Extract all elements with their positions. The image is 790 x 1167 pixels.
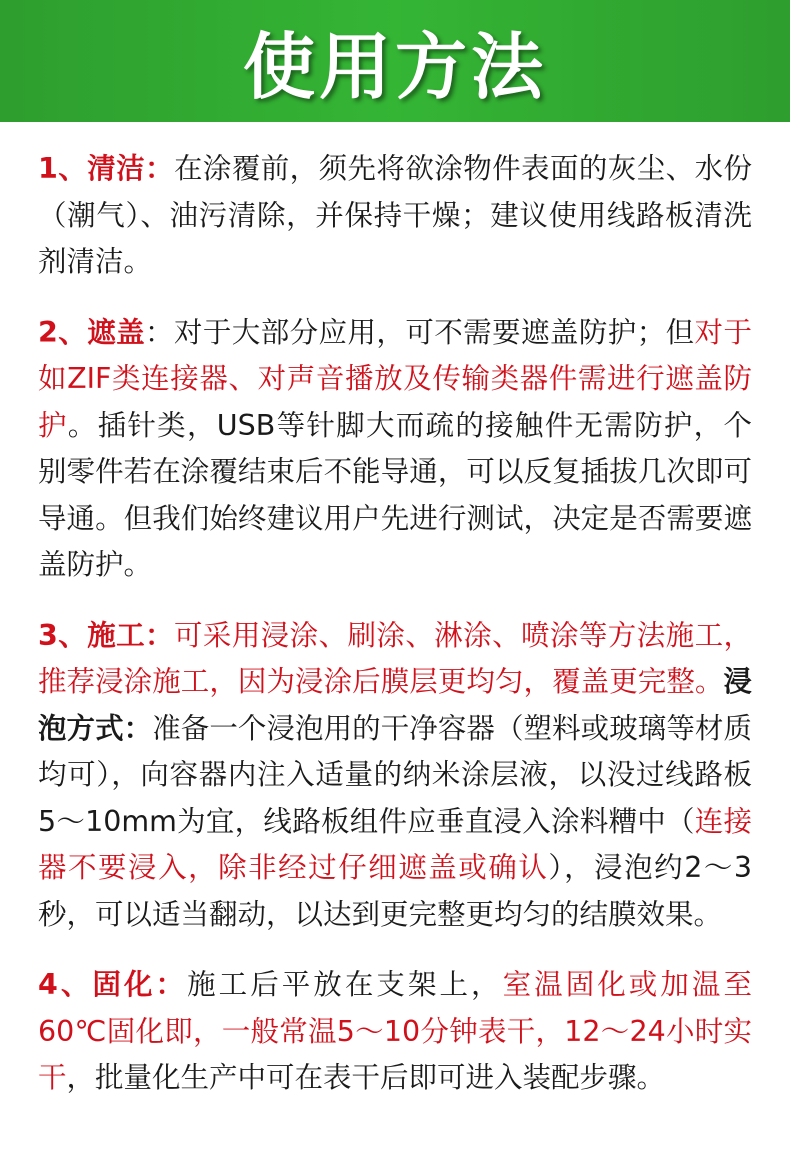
step-2-number: 2、 [38,315,88,349]
header-banner [0,0,790,122]
step-4-paragraph [38,962,752,1102]
page-title: 使用方法 [242,25,547,109]
step-3-body-2: ），浸泡约2～3秒，可以适当翻动，以达到更完整更均匀的结膜效果。 [38,851,752,931]
step-4-body-1: 施工后平放在支架上， [187,968,503,1001]
step-3-subtitle: 浸泡方式： [38,665,752,745]
step-3-title: 施工： [87,618,174,652]
step-2-highlight: 对于如ZIF类连接器、对声音播放及传输类器件需进行遮盖防护 [38,315,752,442]
step-1-number: 1、 [38,152,88,185]
step-3-number: 3、 [38,618,88,652]
step-1-title: 清洁： [87,152,174,185]
step-2-body-1: ：对于大部分应用，可不需要遮盖防护；但 [145,315,695,349]
step-2-paragraph [38,310,752,589]
step-3-paragraph [38,613,752,939]
step-2-title: 遮盖 [87,315,146,349]
step-2-body-2: 。插针类，USB等针脚大而疏的接触件无需防护，个别零件若在涂覆结束后不能导通，可以反复插拔几次即可导通。但我们始终建议用户先进行测试，决定是否需要遮盖防护。 [38,408,752,581]
step-3-highlight-2: 连接器不要浸入，除非经过仔细遮盖或确认 [38,804,752,884]
step-4-highlight: 室温固化或加温至60℃固化即，一般常温5～10分钟表干，12～24小时实干 [38,968,752,1094]
step-4-number: 4、 [38,968,93,1001]
step-1-paragraph [38,146,752,286]
step-4-body-2: ，批量化生产中可在表干后即可进入装配步骤。 [66,1061,666,1094]
step-3-body-1: 准备一个浸泡用的干净容器（塑料或玻璃等材质均可），向容器内注入适量的纳米涂层液，以没过线路板5～10mm为宜，线路板组件应垂直浸入涂料糟中（ [38,711,752,838]
step-1-body: 在涂覆前，须先将欲涂物件表面的灰尘、水份（潮气）、油污清除，并保持干燥；建议使用线路板清洗剂清洁。 [38,152,752,278]
instructions-content [0,122,790,1102]
step-3-highlight-1: 可采用浸涂、刷涂、淋涂、喷涂等方法施工，推荐浸涂施工，因为浸涂后膜层更均匀，覆盖更完整。 [38,618,752,698]
step-4-title: 固化： [92,968,188,1001]
